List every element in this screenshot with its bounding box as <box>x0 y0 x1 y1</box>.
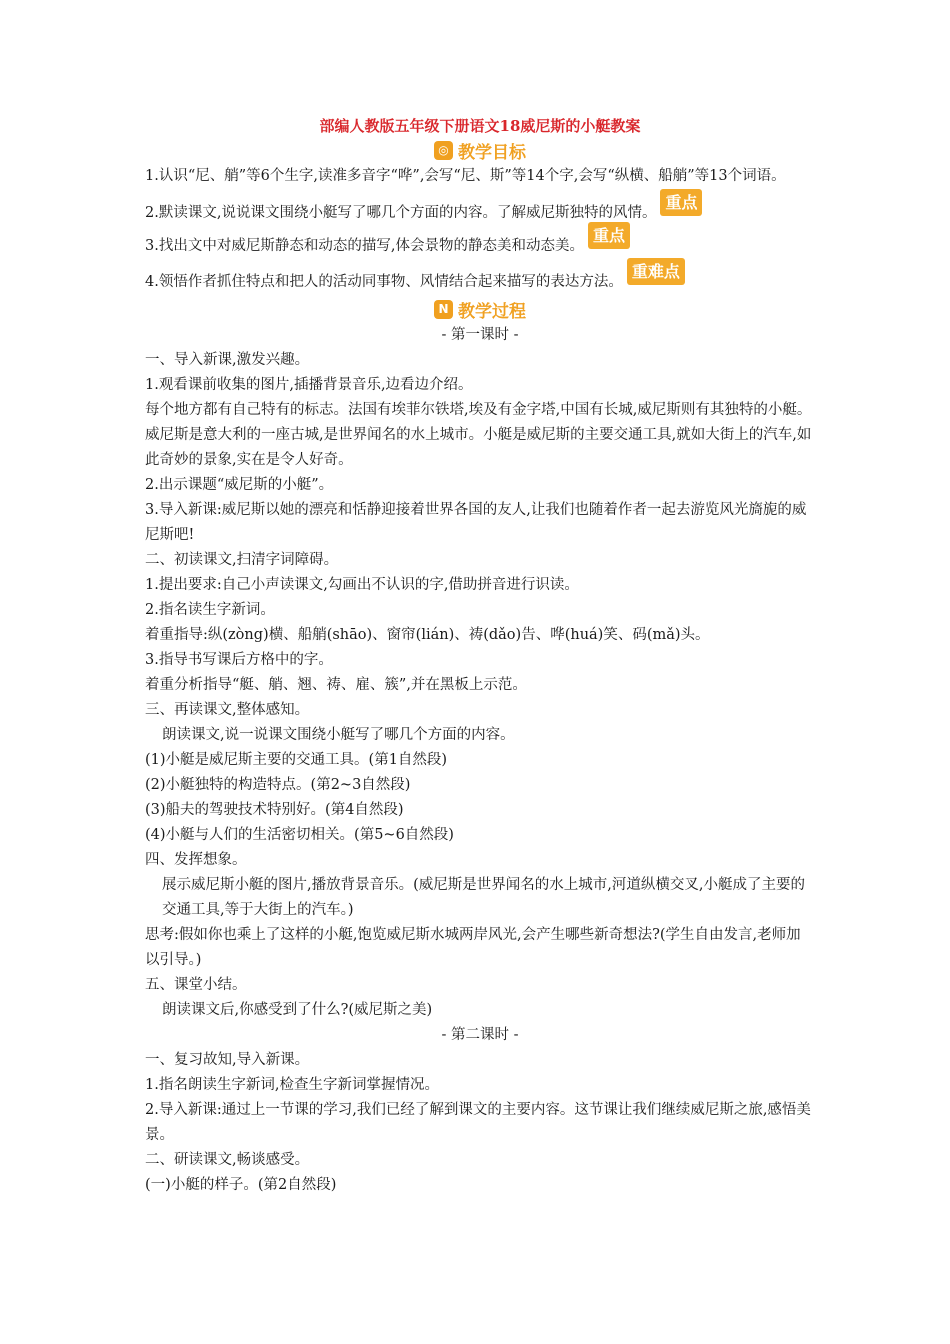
paragraph: 1.指名朗读生字新词,检查生字新词掌握情况。 <box>145 1077 439 1093</box>
paragraph: 3.导入新课:威尼斯以她的漂亮和恬静迎接着世界各国的友人,让我们也随着作者一起去游览风光旖旎的威尼斯吧! <box>145 502 807 543</box>
paragraph: (4)小艇与人们的生活密切相关。(第5~6自然段) <box>145 827 454 843</box>
lesson-divider-1: - 第一课时 - <box>441 327 519 343</box>
goal-item: 2.默读课文,说说课文围绕小艇写了哪几个方面的内容。了解威尼斯独特的风情。 重点 <box>145 199 815 226</box>
paragraph: 2.出示课题“威尼斯的小艇”。 <box>145 477 334 493</box>
paragraph: 2.指名读生字新词。 <box>145 602 275 618</box>
paragraph: 3.指导书写课后方格中的字。 <box>145 652 333 668</box>
paragraph: 每个地方都有自己特有的标志。法国有埃菲尔铁塔,埃及有金字塔,中国有长城,威尼斯则有其独特的小艇。威尼斯是意大利的一座古城,是世界闻名的水上城市。小艇是威尼斯的主要交通工具,就如大街上的汽车,如此奇妙的景象,实在是令人好奇。 <box>145 402 812 468</box>
paragraph: (3)船夫的驾驶技术特别好。(第4自然段) <box>145 802 404 818</box>
paragraph: (1)小艇是威尼斯主要的交通工具。(第1自然段) <box>145 752 448 768</box>
paragraph: 朗读课文,说一说课文围绕小艇写了哪几个方面的内容。 <box>162 727 515 743</box>
section-title-process: 教学过程 <box>458 301 526 322</box>
paragraph: 着重指导:纵(zòng)横、船艄(shāo)、窗帘(lián)、祷(dǎo)告、哗(huá)笑、码(mǎ)头。 <box>145 627 710 643</box>
paragraph: 朗读课文后,你感受到了什么?(威尼斯之美) <box>162 1002 433 1018</box>
document-title: 部编人教版五年级下册语文18威尼斯的小艇教案 <box>319 117 641 135</box>
paragraph: (2)小艇独特的构造特点。(第2~3自然段) <box>145 777 411 793</box>
target-icon: ◎ <box>434 141 453 160</box>
key-point-badge: 重点 <box>660 189 702 216</box>
section-header-process <box>145 297 815 321</box>
section-title-goals: 教学目标 <box>458 142 526 163</box>
paragraph: 1.观看课前收集的图片,插播背景音乐,边看边介绍。 <box>145 377 473 393</box>
paragraph: 1.提出要求:自己小声读课文,勾画出不认识的字,借助拼音进行识读。 <box>145 577 579 593</box>
paragraph: 一、复习故知,导入新课。 <box>145 1052 310 1068</box>
lesson-divider-2: - 第二课时 - <box>441 1027 519 1043</box>
paragraph: (一)小艇的样子。(第2自然段) <box>145 1177 337 1193</box>
paragraph: 着重分析指导“艇、艄、翘、祷、雇、簇”,并在黑板上示范。 <box>145 677 527 693</box>
paragraph: 五、课堂小结。 <box>145 977 247 993</box>
paragraph: 展示威尼斯小艇的图片,播放背景音乐。(威尼斯是世界闻名的水上城市,河道纵横交叉,小艇成了主要的交通工具,等于大街上的汽车。) <box>162 877 805 918</box>
section-header-goals <box>145 138 815 162</box>
paragraph: 一、导入新课,激发兴趣。 <box>145 352 310 368</box>
paragraph: 2.导入新课:通过上一节课的学习,我们已经了解到课文的主要内容。这节课让我们继续威尼斯之旅,感悟美景。 <box>145 1102 811 1143</box>
paragraph: 四、发挥想象。 <box>145 852 247 868</box>
paragraph: 三、再读课文,整体感知。 <box>145 702 310 718</box>
goal-item: 3.找出文中对威尼斯静态和动态的描写,体会景物的静态美和动态美。 重点 <box>145 232 815 259</box>
goal-item: 1.认识“尼、艄”等6个生字,读准多音字“哗”,会写“尼、斯”等14个字,会写“纵横、船艄”等13个词语。 <box>145 168 786 184</box>
goal-item: 4.领悟作者抓住特点和把人的活动同事物、风情结合起来描写的表达方法。 重难点 <box>145 268 815 295</box>
key-difficult-badge: 重难点 <box>627 258 685 285</box>
paragraph: 二、初读课文,扫清字词障碍。 <box>145 552 339 568</box>
process-icon: N <box>434 300 453 319</box>
document-page <box>145 116 815 1198</box>
paragraph: 思考:假如你也乘上了这样的小艇,饱览威尼斯水城两岸风光,会产生哪些新奇想法?(学生自由发言,老师加以引导。) <box>145 927 801 968</box>
paragraph: 二、研读课文,畅谈感受。 <box>145 1152 310 1168</box>
key-point-badge: 重点 <box>588 222 630 249</box>
